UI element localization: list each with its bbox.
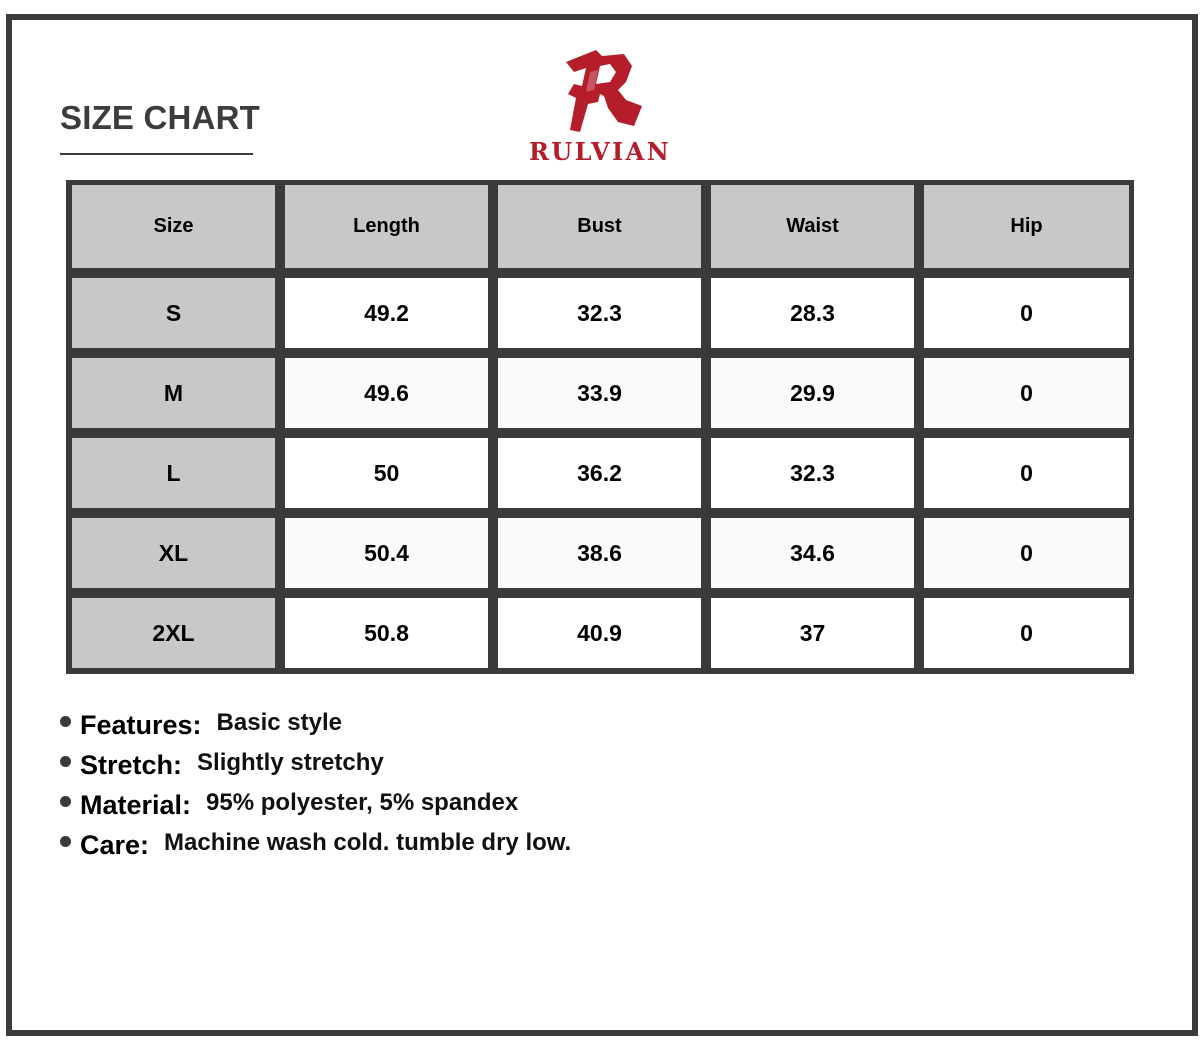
table-cell-hip: 0 — [924, 358, 1129, 428]
row-size-label: 2XL — [72, 598, 275, 668]
spec-label: Material: — [80, 789, 192, 820]
size-table — [66, 180, 1134, 674]
title-underline — [60, 153, 253, 155]
column-header-size: Size — [72, 185, 275, 268]
bullet-icon — [60, 796, 71, 807]
rulvian-r-logo-icon — [560, 44, 644, 136]
row-size-label: S — [72, 278, 275, 348]
row-size-label: L — [72, 438, 275, 508]
table-cell-length: 50 — [285, 438, 488, 508]
table-cell-length: 50.4 — [285, 518, 488, 588]
product-specs-list — [60, 703, 571, 863]
table-cell-hip: 0 — [924, 518, 1129, 588]
table-cell-hip: 0 — [924, 438, 1129, 508]
table-cell-bust: 36.2 — [498, 438, 701, 508]
bullet-icon — [60, 756, 71, 767]
column-header-bust: Bust — [498, 185, 701, 268]
table-cell-length: 49.2 — [285, 278, 488, 348]
spec-label: Care: — [80, 829, 150, 860]
table-cell-bust: 38.6 — [498, 518, 701, 588]
spec-features — [60, 703, 571, 743]
table-cell-bust: 40.9 — [498, 598, 701, 668]
bullet-icon — [60, 836, 71, 847]
bullet-icon — [60, 716, 71, 727]
spec-value: 95% polyester, 5% spandex — [206, 789, 519, 816]
table-cell-waist: 37 — [711, 598, 914, 668]
table-cell-hip: 0 — [924, 598, 1129, 668]
spec-material — [60, 783, 571, 823]
row-size-label: M — [72, 358, 275, 428]
table-cell-length: 50.8 — [285, 598, 488, 668]
brand-logo — [515, 40, 685, 170]
table-cell-waist: 29.9 — [711, 358, 914, 428]
table-cell-length: 49.6 — [285, 358, 488, 428]
spec-value: Slightly stretchy — [197, 749, 384, 776]
table-cell-waist: 34.6 — [711, 518, 914, 588]
spec-label: Stretch: — [80, 749, 183, 780]
spec-value: Basic style — [216, 709, 342, 736]
column-header-hip: Hip — [924, 185, 1129, 268]
page-title: SIZE CHART — [60, 99, 260, 136]
table-cell-bust: 33.9 — [498, 358, 701, 428]
row-size-label: XL — [72, 518, 275, 588]
table-cell-waist: 28.3 — [711, 278, 914, 348]
table-cell-hip: 0 — [924, 278, 1129, 348]
table-cell-bust: 32.3 — [498, 278, 701, 348]
spec-care — [60, 823, 571, 863]
spec-stretch — [60, 743, 571, 783]
spec-label: Features: — [80, 709, 202, 740]
brand-name: RULVIAN — [528, 137, 672, 166]
column-header-waist: Waist — [711, 185, 914, 268]
spec-value: Machine wash cold. tumble dry low. — [164, 829, 572, 856]
table-cell-waist: 32.3 — [711, 438, 914, 508]
column-header-length: Length — [285, 185, 488, 268]
